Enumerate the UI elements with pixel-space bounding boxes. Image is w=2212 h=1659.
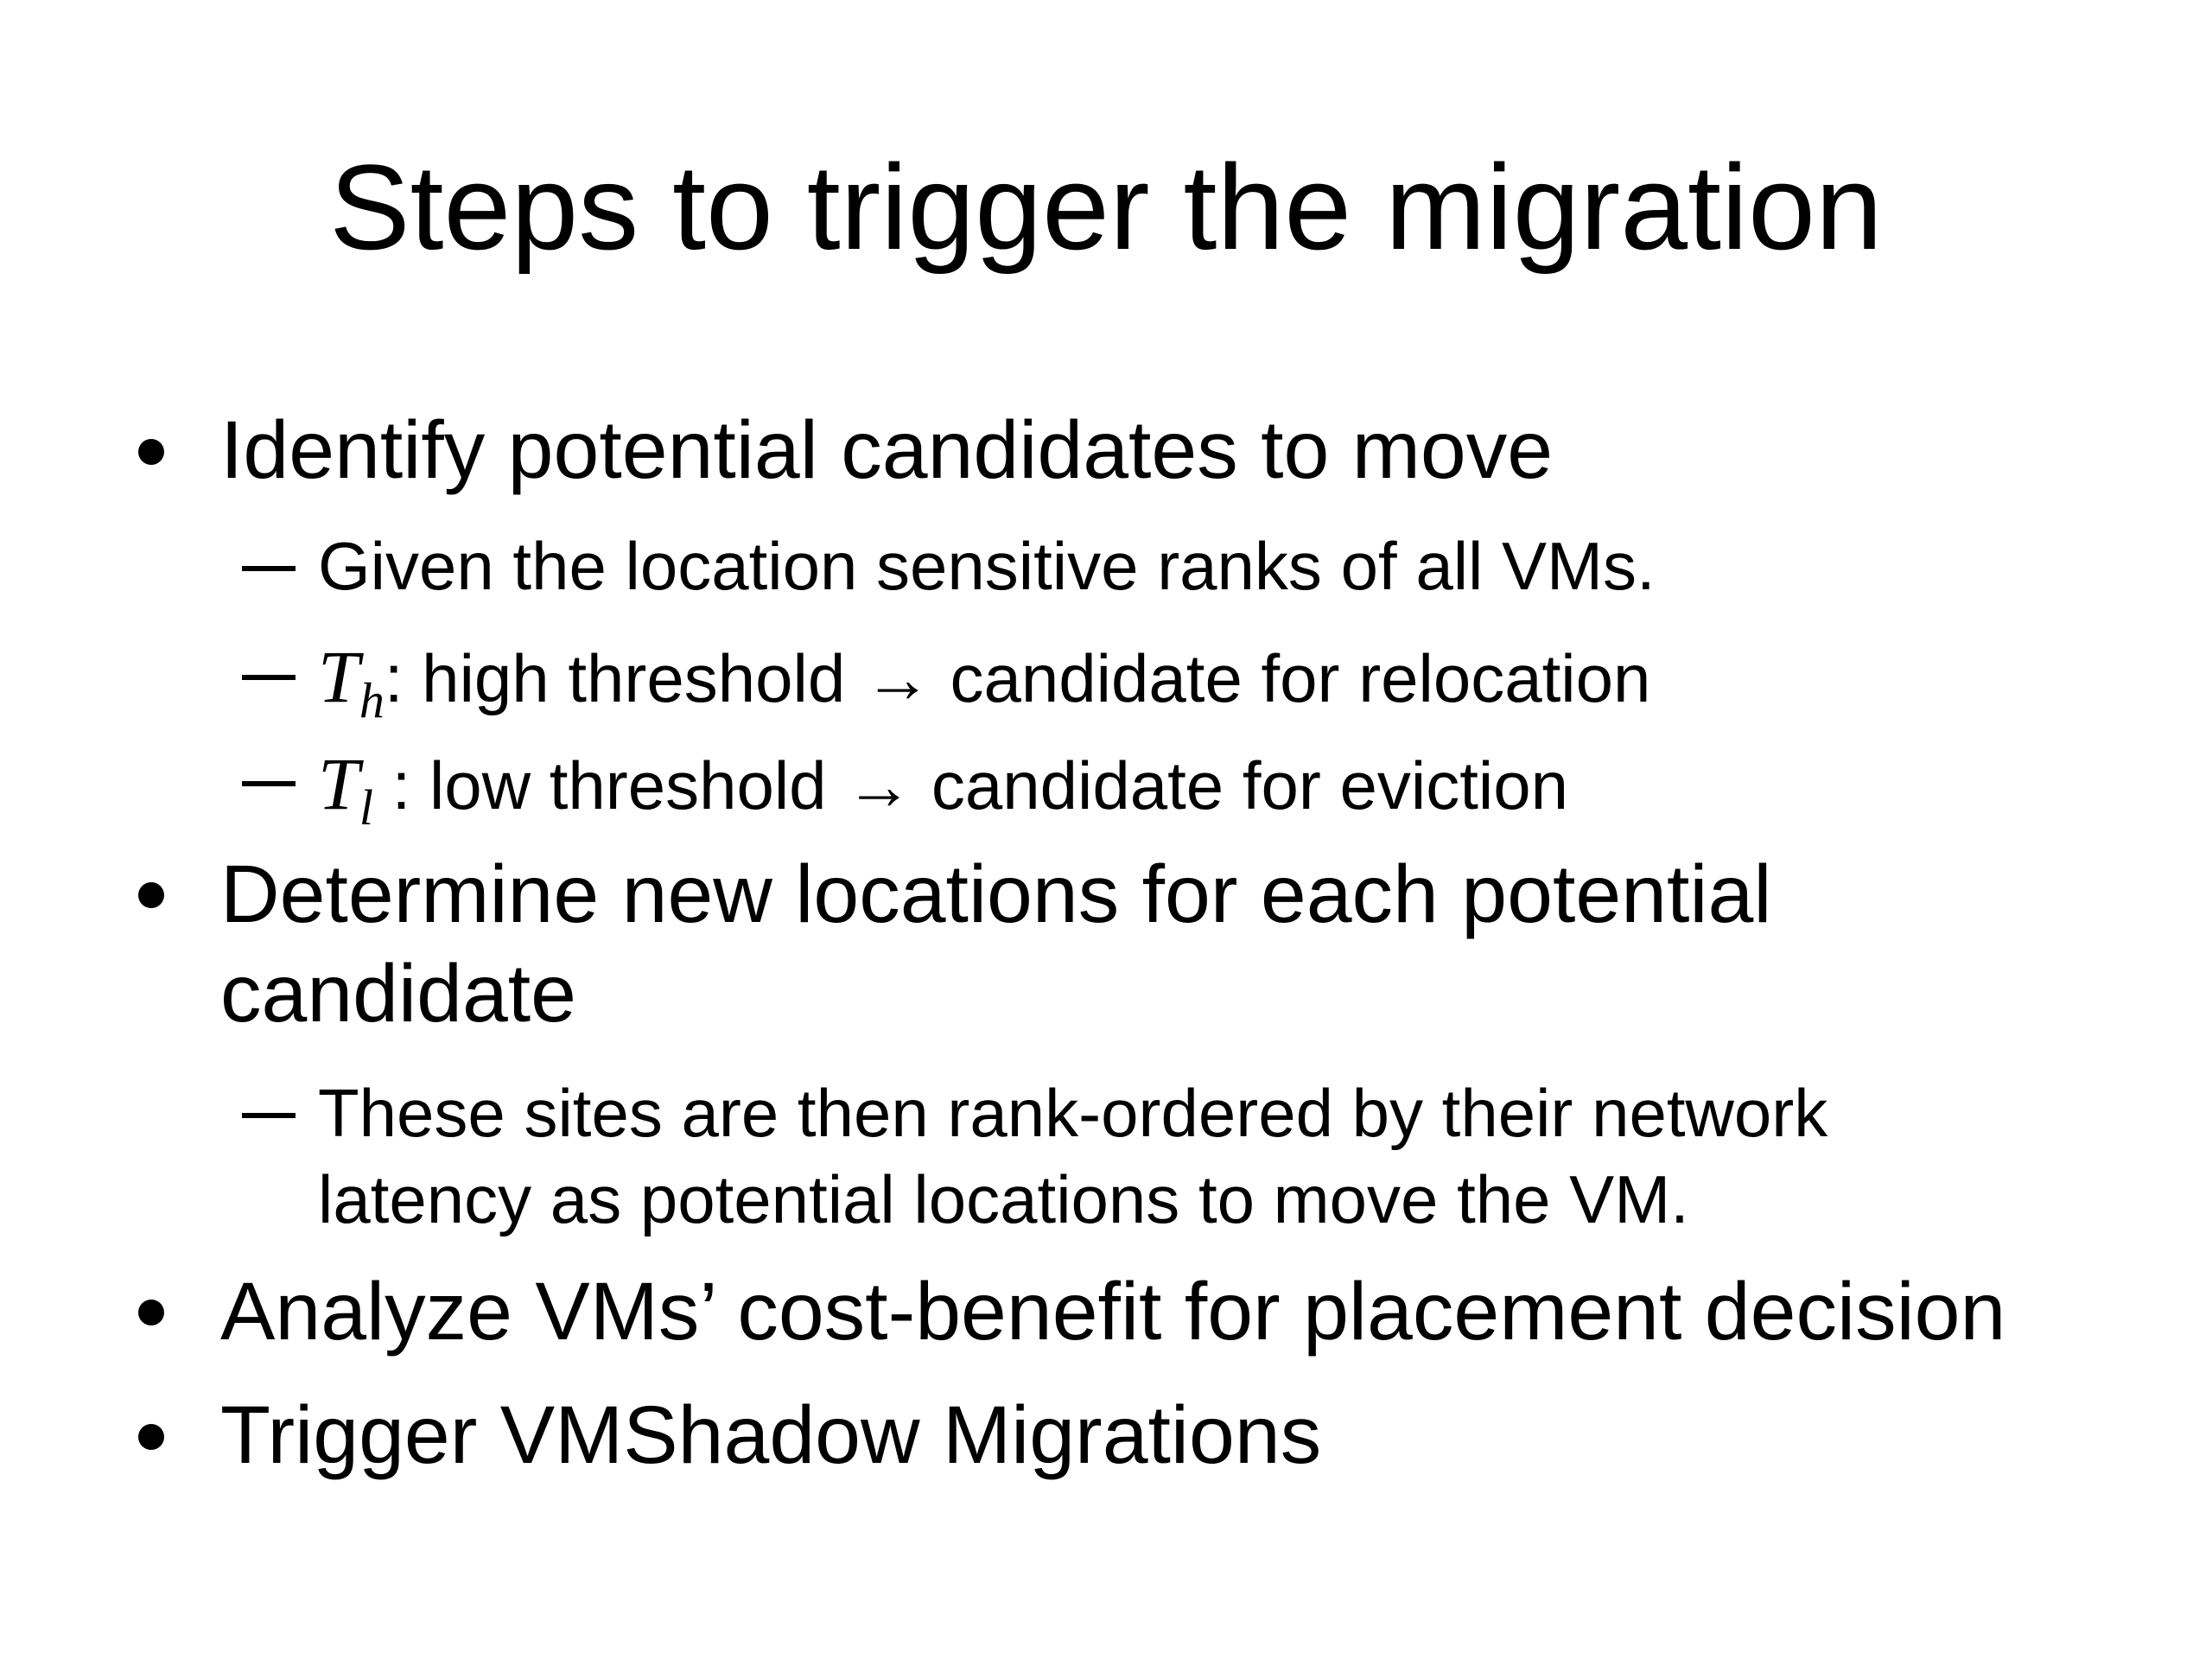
bullet-dot [138,439,164,465]
dash-marker [242,781,296,786]
low-threshold-symbol: $T_l$ [318,742,373,836]
dash-marker [242,566,296,571]
sub-bullet-2-1-line-1: These sites are then rank-ordered by their network [318,1075,1828,1151]
bullet-4-text: Trigger VMShadow Migrations [220,1389,1322,1481]
high-threshold-symbol: $T_h$ [318,635,385,728]
slide-title: Steps to trigger the migration [329,139,1883,275]
bullet-dot [138,882,164,908]
bullet-1-text: Identify potential candidates to move [220,404,1554,496]
dash-marker [242,675,296,680]
sub-bullet-1-3 [318,742,1569,836]
bullet-dot [138,1300,164,1325]
bullet-dot [138,1424,164,1450]
bullet-2-line-1: Determine new locations for each potential [220,849,1772,940]
bullet-2-line-2: candidate [220,948,577,1039]
high-threshold-text: : high threshold → candidate for relocation [384,640,1651,716]
sub-bullet-1-2 [318,635,1651,728]
sub-bullet-2-1-line-2: latency as potential locations to move the VM. [318,1161,1689,1237]
dash-marker [242,1113,296,1118]
sub-bullet-1-1: Given the location sensitive ranks of all VMs. [318,528,1656,604]
bullet-3-text: Analyze VMs’ cost-benefit for placement decision [220,1266,2006,1357]
low-threshold-text: : low threshold → candidate for eviction [372,747,1569,823]
